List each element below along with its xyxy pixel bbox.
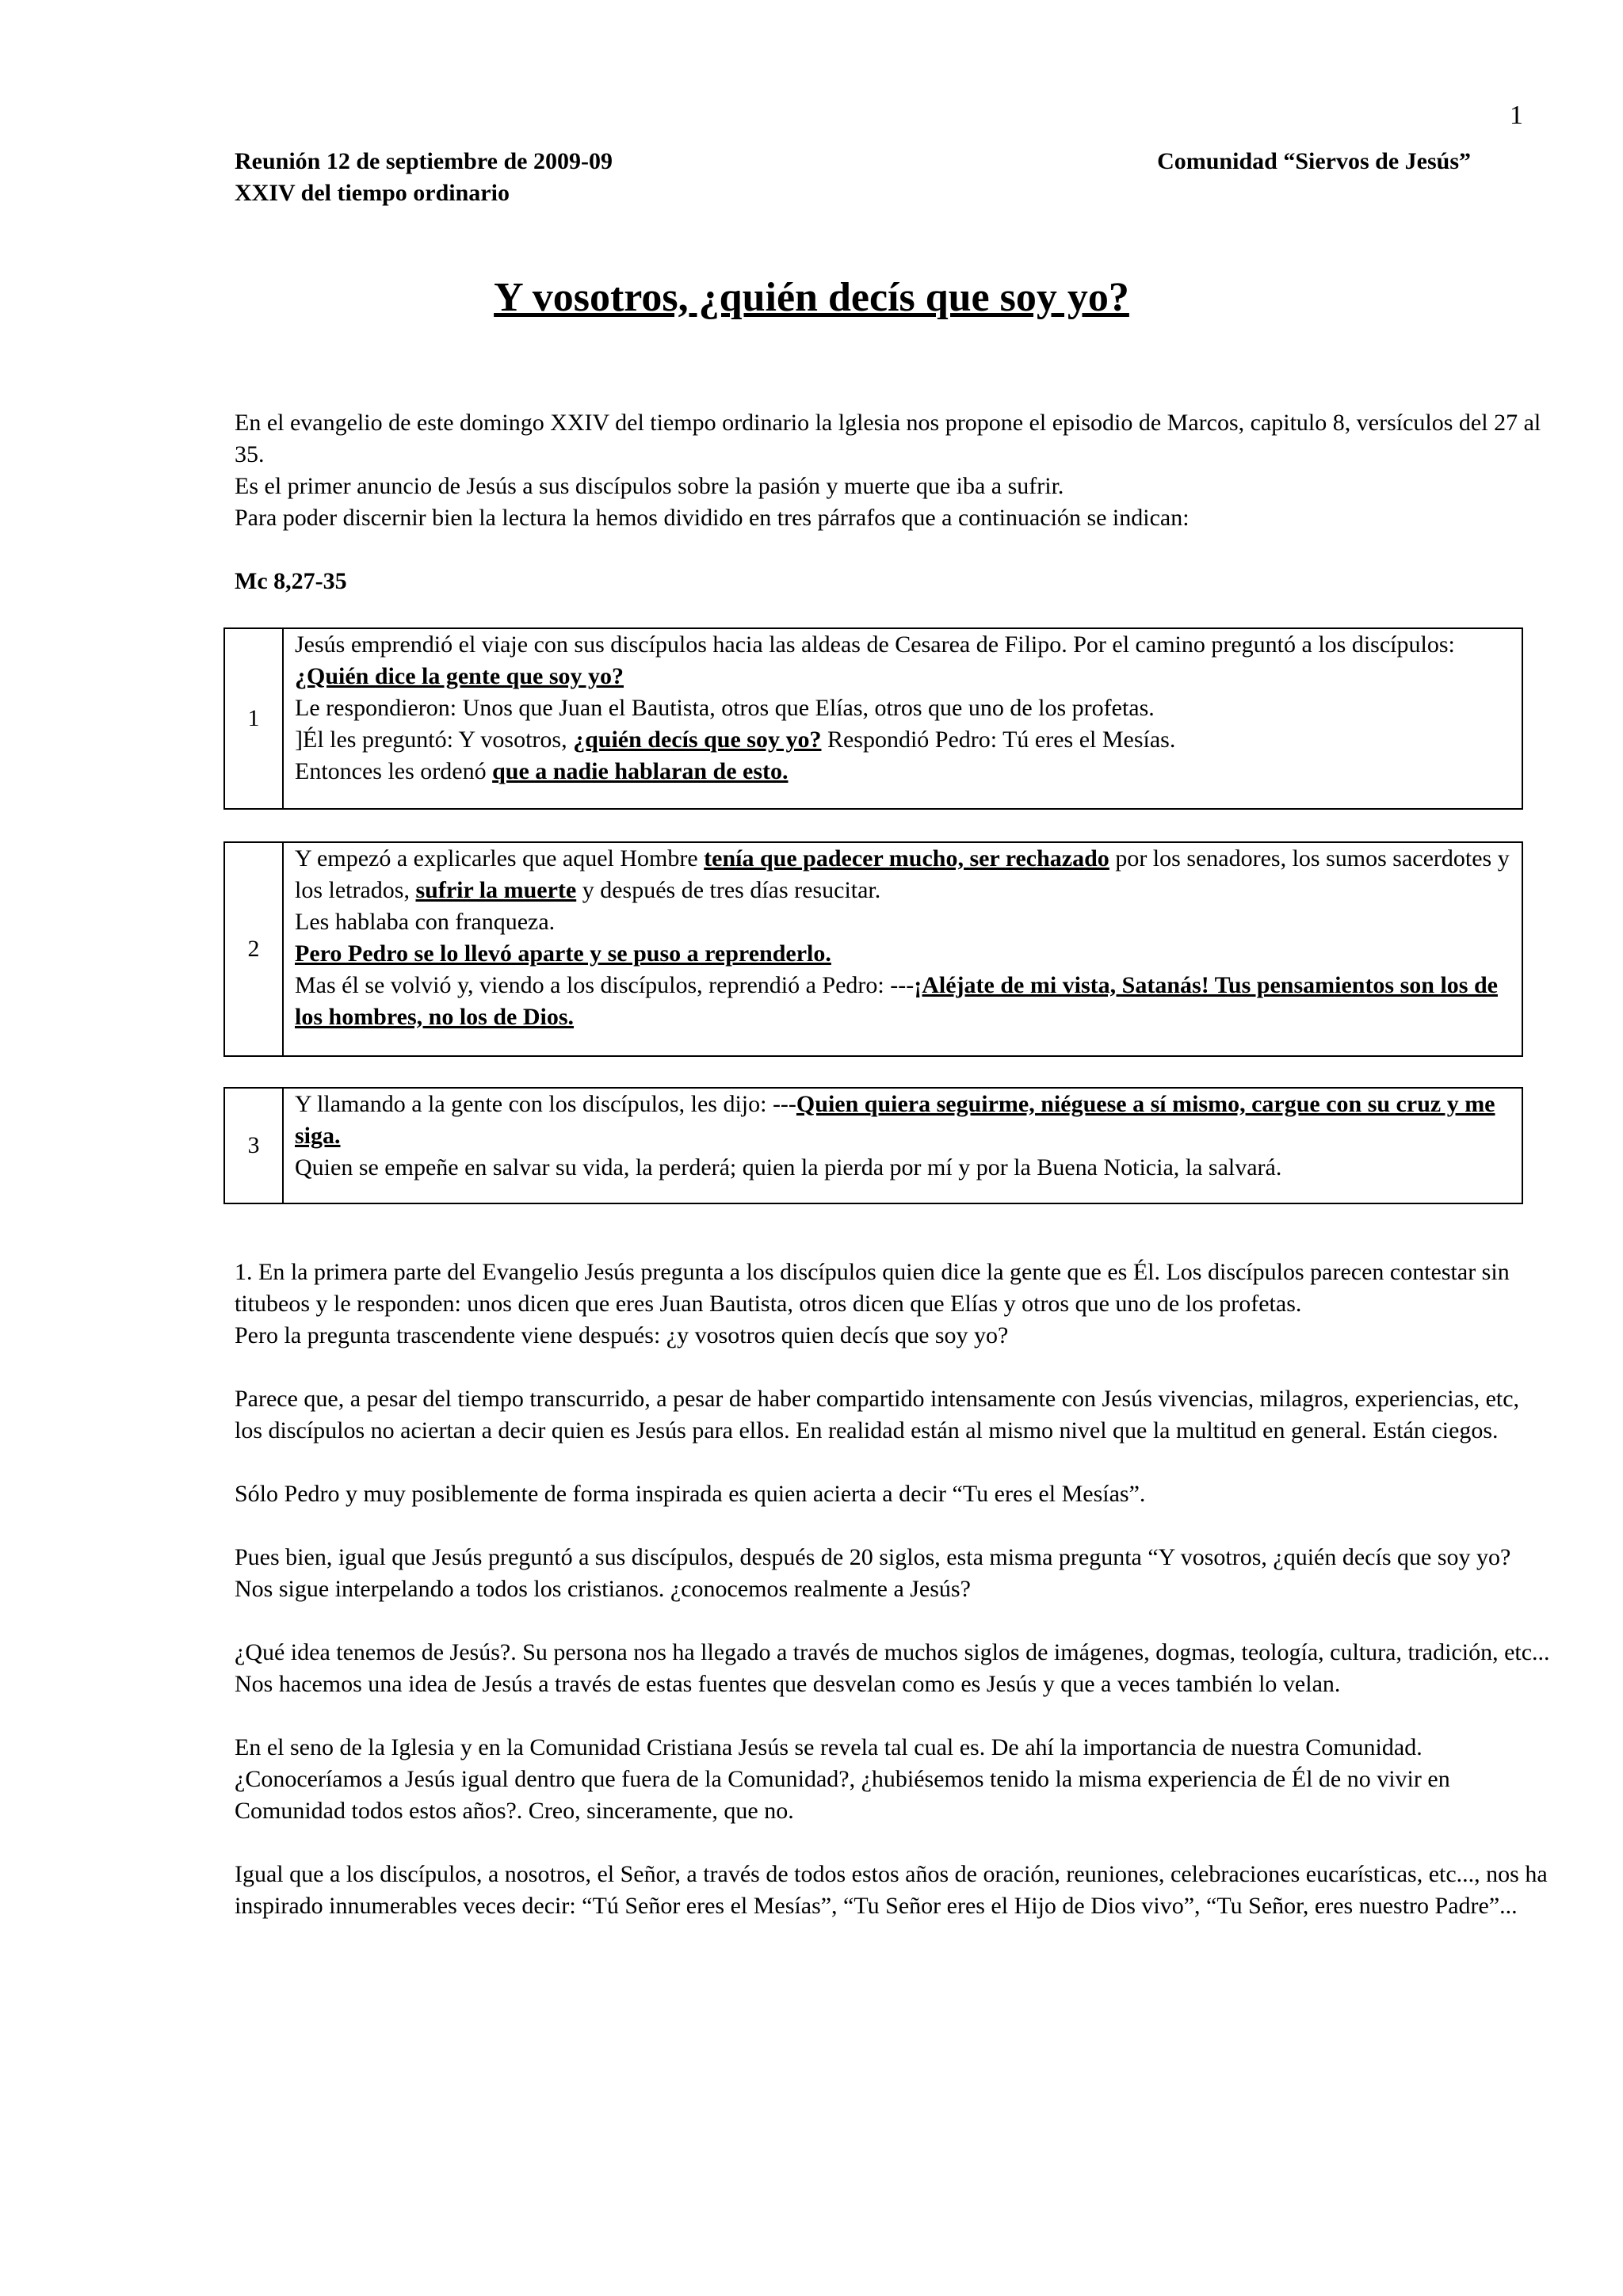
reading-text bbox=[284, 843, 1522, 1055]
gospel-reference: Mc 8,27-35 bbox=[235, 568, 347, 594]
reading-line: Quien se empeñe en salvar su vida, la perderá; quien la pierda por mí y por la Buena Noticia, la salvará. bbox=[295, 1154, 1282, 1180]
text-span: Mas él se volvió y, viendo a los discípulos, reprendió a Pedro: --- bbox=[295, 972, 915, 998]
commentary-paragraph: En el seno de la Iglesia y en la Comunidad Cristiana Jesús se revela tal cual es. De ahí la importancia de nuestra Comunidad. ¿Conoceríamos a Jesús igual dentro que fuera de la Comunidad?, ¿hubiésemos tenido la misma experiencia de Él de no vivir en Comunidad todos estos años?. Creo, sinceramente, que no. bbox=[235, 1734, 1450, 1824]
intro-paragraph: Para poder discernir bien la lectura la hemos dividido en tres párrafos que a continuación se indican: bbox=[235, 505, 1190, 531]
reading-number: 2 bbox=[225, 843, 284, 1055]
text-span: Entonces les ordenó bbox=[295, 758, 493, 784]
reading-line: Le respondieron: Unos que Juan el Bautista, otros que Elías, otros que uno de los profetas. bbox=[295, 695, 1155, 721]
highlight-span: ¿quién decís que soy yo? bbox=[573, 727, 822, 753]
commentary-paragraph: Pues bien, igual que Jesús preguntó a sus discípulos, después de 20 siglos, esta misma pregunta “Y vosotros, ¿quién decís que soy yo? Nos sigue interpelando a todos los cristianos. ¿conocemos realmente a Jesús? bbox=[235, 1544, 1511, 1602]
highlight-span: Quien quiera seguirme, niéguese a sí mismo, cargue con su cruz y me siga. bbox=[295, 1091, 1495, 1149]
commentary-section bbox=[235, 1257, 1550, 1954]
reading-line bbox=[295, 970, 1510, 1033]
reading-line bbox=[295, 629, 1510, 692]
text-span: ]Él les preguntó: Y vosotros, bbox=[295, 727, 574, 753]
reading-line bbox=[295, 756, 1510, 788]
commentary-paragraph: 1. En la primera parte del Evangelio Jesús pregunta a los discípulos quien dice la gente que es Él. Los discípulos parecen contestar sin titubeos y le responden: unos dicen que eres Juan Bautista, otros dicen que Elías y otros que uno de los profetas. bbox=[235, 1259, 1510, 1317]
text-span: por los senadores, los sumos sacerdotes y los letrados, bbox=[295, 845, 1510, 903]
liturgical-week: XXIV del tiempo ordinario bbox=[235, 180, 510, 206]
text-span: Y empezó a explicarles que aquel Hombre bbox=[295, 845, 705, 871]
community-name: Comunidad “Siervos de Jesús” bbox=[1157, 148, 1471, 174]
reading-text bbox=[284, 1089, 1522, 1203]
reading-box-1 bbox=[223, 627, 1523, 810]
highlight-span: sufrir la muerte bbox=[415, 877, 577, 903]
reading-number: 1 bbox=[225, 629, 284, 808]
intro-section bbox=[235, 407, 1550, 534]
reading-line bbox=[295, 1089, 1510, 1152]
reading-number: 3 bbox=[225, 1089, 284, 1203]
commentary-paragraph: ¿Qué idea tenemos de Jesús?. Su persona nos ha llegado a través de muchos siglos de imágenes, dogmas, teología, cultura, tradición, etc... Nos hacemos una idea de Jesús a través de estas fuentes que desvelan como es Jesús y que a veces también lo velan. bbox=[235, 1639, 1550, 1697]
reading-text bbox=[284, 629, 1522, 808]
commentary-paragraph: Parece que, a pesar del tiempo transcurrido, a pesar de haber compartido intensamente con Jesús vivencias, milagros, experiencias, etc, los discípulos no aciertan a decir quien es Jesús para ellos. En realidad están al mismo nivel que la multitud en general. Están ciegos. bbox=[235, 1386, 1520, 1444]
text-span: y después de tres días resucitar. bbox=[576, 877, 881, 903]
text-span: Y llamando a la gente con los discípulos, les dijo: --- bbox=[295, 1091, 796, 1117]
highlight-span: ¡Aléjate de mi vista, Satanás! Tus pensamientos son los de los hombres, no los de Dios. bbox=[295, 972, 1498, 1030]
reading-box-3 bbox=[223, 1087, 1523, 1204]
reading-line: Les hablaba con franqueza. bbox=[295, 909, 556, 935]
reading-line: Pero Pedro se lo llevó aparte y se puso a reprenderlo. bbox=[295, 940, 831, 967]
page-title: Y vosotros, ¿quién decís que soy yo? bbox=[494, 275, 1129, 320]
commentary-paragraph: Sólo Pedro y muy posiblemente de forma inspirada es quien acierta a decir “Tu eres el Mesías”. bbox=[235, 1481, 1146, 1507]
reading-box-2 bbox=[223, 841, 1523, 1057]
highlight-span: ¿Quién dice la gente que soy yo? bbox=[295, 663, 624, 689]
highlight-span: tenía que padecer mucho, ser rechazado bbox=[704, 845, 1109, 871]
commentary-paragraph: Pero la pregunta trascendente viene después: ¿y vosotros quien decís que soy yo? bbox=[235, 1322, 1009, 1348]
reading-line bbox=[295, 843, 1510, 906]
text-span: Respondió Pedro: Tú eres el Mesías. bbox=[821, 727, 1176, 753]
meeting-date: Reunión 12 de septiembre de 2009-09 bbox=[235, 148, 613, 174]
highlight-span: que a nadie hablaran de esto. bbox=[492, 758, 789, 784]
document-header bbox=[235, 146, 1471, 209]
intro-paragraph: En el evangelio de este domingo XXIV del tiempo ordinario la lglesia nos propone el episodio de Marcos, capitulo 8, versículos del 27 al 35. bbox=[235, 410, 1541, 467]
commentary-paragraph: Igual que a los discípulos, a nosotros, el Señor, a través de todos estos años de oración, reuniones, celebraciones eucarísticas, etc..., nos ha inspirado innumerables veces decir: “Tú Señor eres el Mesías”, “Tu Señor eres el Hijo de Dios vivo”, “Tu Señor, eres nuestro Padre”... bbox=[235, 1861, 1548, 1919]
reading-line bbox=[295, 724, 1510, 756]
text-span: Jesús emprendió el viaje con sus discípulos hacia las aldeas de Cesarea de Filipo. Por el camino preguntó a los discípulos: bbox=[295, 631, 1455, 658]
page-number: 1 bbox=[1510, 101, 1523, 130]
intro-paragraph: Es el primer anuncio de Jesús a sus discípulos sobre la pasión y muerte que iba a sufrir. bbox=[235, 473, 1064, 499]
